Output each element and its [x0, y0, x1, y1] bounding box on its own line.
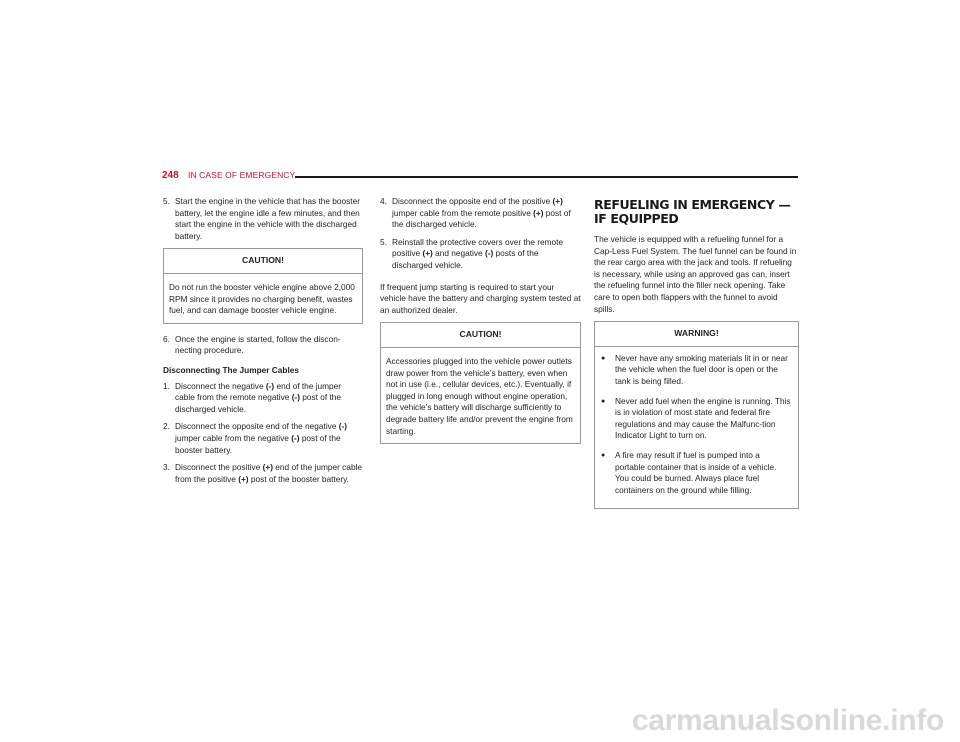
list-item: [163, 462, 363, 485]
polarity-symbol: (+): [238, 473, 249, 484]
bullet-icon: ●: [601, 397, 606, 405]
step-text: [175, 381, 363, 416]
step-number: 2.: [163, 421, 170, 432]
step-number: 5.: [380, 236, 387, 247]
bullet-icon: ●: [601, 451, 606, 459]
step-5-start-engine: [163, 196, 363, 242]
text-run: Disconnect the opposite end of the negative: [175, 421, 339, 432]
refueling-paragraph: The vehicle is equipped with a refueling funnel for a Cap-Less Fuel System. The fuel funnel can be found in the rear cargo area with the jack and tools. If refueling is necessary, while using an approved gas can, insert the refueling funnel into the filler neck opening. Take care to open both flappers with the funnel to avoid spills.: [594, 234, 797, 314]
column-left: [163, 196, 363, 491]
text-run: posts of the discharged vehicle.: [392, 248, 539, 270]
text-run: Disconnect the negative: [175, 380, 266, 391]
polarity-symbol: (-): [265, 380, 275, 391]
warning-bullets: [595, 347, 798, 509]
page-number: 248: [162, 170, 179, 181]
step-number: 1.: [163, 380, 170, 391]
header-rule: [295, 176, 798, 178]
warning-box: [594, 321, 799, 509]
column-right: [594, 196, 799, 519]
text-run: Disconnect the opposite end of the positive: [392, 196, 553, 206]
caution-title: CAUTION!: [381, 323, 580, 348]
text-run: end of the jumper cable from the positive: [175, 462, 363, 484]
caution-title: CAUTION!: [164, 249, 362, 274]
polarity-symbol: (+): [422, 248, 433, 259]
step-text: [175, 421, 363, 456]
step-number: 4.: [380, 196, 387, 206]
step-6-disconnect: [163, 334, 363, 357]
text-run: Disconnect the positive: [175, 462, 263, 473]
list-item: [380, 196, 581, 231]
text-run: and negative: [432, 248, 485, 259]
text-run: end of the jumper cable from the remote negative: [175, 380, 342, 403]
polarity-symbol: (-): [338, 421, 348, 432]
step-text: [175, 462, 363, 485]
list-item: [163, 421, 363, 456]
text-run: jumper cable from the negative: [175, 432, 292, 443]
list-item: [601, 353, 792, 388]
jump-start-paragraph: If frequent jump starting is required to start your vehicle have the battery and charging system tested at an authorized dealer.: [380, 281, 581, 315]
polarity-symbol: (+): [552, 196, 563, 206]
caution-box-accessories: [380, 322, 581, 444]
polarity-symbol: (-): [484, 248, 494, 259]
list-item: [380, 237, 581, 272]
step-number: 3.: [163, 462, 170, 473]
step-text: Once the engine is started, follow the discon-necting procedure.: [175, 333, 341, 356]
text-run: post of the discharged vehicle.: [175, 392, 342, 414]
step-number: 6.: [163, 333, 170, 344]
list-item: [601, 450, 792, 496]
step-text: [392, 196, 581, 231]
step-text: [392, 237, 581, 272]
text-run: post of the discharged vehicle.: [392, 207, 571, 230]
list-item: [601, 396, 792, 442]
bullet-text: Never have any smoking materials lit in or near the vehicle when the fuel door is open or the tank is being filled.: [615, 352, 788, 386]
bullet-text: A fire may result if fuel is pumped into a portable container that is inside of a vehicle. You could be burned. Always place fuel containers on the ground while filling.: [615, 449, 777, 495]
section-title: IN CASE OF EMERGENCY: [188, 170, 296, 180]
text-run: jumper cable from the remote positive: [392, 207, 534, 218]
text-run: post of the booster battery.: [175, 432, 341, 455]
polarity-symbol: (+): [533, 207, 544, 218]
page-header: [162, 170, 798, 184]
refueling-heading: REFUELING IN EMERGENCY — IF EQUIPPED: [594, 197, 791, 226]
step-number: 5.: [163, 196, 170, 206]
text-run: post of the booster battery.: [248, 473, 349, 484]
caution-box-rpm: [163, 248, 363, 323]
list-item: [163, 381, 363, 416]
text-run: Reinstall the protective covers over the remote positive: [392, 236, 564, 259]
caution-body: Accessories plugged into the vehicle power outlets draw power from the vehicle’s battery, even when not in use (i.e., cellular devices, etc.). Eventually, if plugged in long enough without engine operation, the vehicle’s battery will discharge sufficiently to degrade battery life and/or prevent the engine from starting.: [386, 355, 573, 436]
step-text: Start the engine in the vehicle that has the booster battery, let the engine idle a few minutes, and then start the engine in the vehicle with the discharged battery.: [175, 196, 360, 241]
watermark: carmanualsonline.info: [631, 704, 944, 737]
bullet-icon: ●: [601, 354, 606, 362]
bullet-text: Never add fuel when the engine is running. This is in violation of most state and federal fire regulations and may cause the Malfunc-tion Indicator Light to turn on.: [615, 395, 791, 441]
polarity-symbol: (-): [291, 392, 300, 403]
polarity-symbol: (-): [291, 432, 300, 443]
polarity-symbol: (+): [262, 462, 273, 473]
column-middle: [380, 196, 581, 454]
subheading-disconnecting: Disconnecting The Jumper Cables: [163, 364, 300, 375]
caution-body: Do not run the booster vehicle engine above 2,000 RPM since it provides no charging benefit, wastes fuel, and can damage booster vehicle engine.: [169, 281, 355, 316]
warning-title: WARNING!: [595, 322, 798, 347]
